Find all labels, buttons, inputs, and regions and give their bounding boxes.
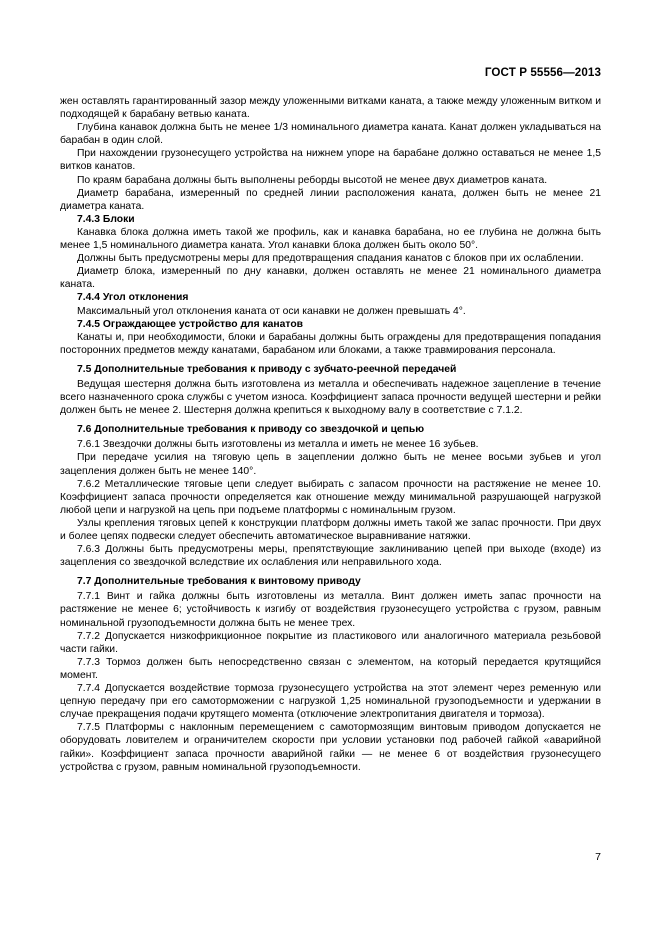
paragraph: Должны быть предусмотрены меры для предотвращения спадания канатов с блоков при их ослаблении.: [77, 253, 584, 265]
paragraph: 7.6.2 Металлические тяговые цепи следует выбирать с запасом прочности на растяжение не менее 10. Коэффициент запаса прочности определяется как отношение между минимальной разрушающей нагрузкой любой цепи и нагрузкой на цепь при подъеме платформы с номинальным грузом.: [60, 478, 601, 516]
paragraph: Диаметр барабана, измеренный по средней линии расположения каната, должен быть не менее 21 диаметра каната.: [60, 187, 601, 212]
section-heading: 7.5 Дополнительные требования к приводу с зубчато-реечной передачей: [77, 363, 457, 375]
paragraph: Канаты и, при необходимости, блоки и барабаны должны быть ограждены для предотвращения попадания посторонних предметов между канатами, барабаном или блоками, а также травмирования персонала.: [60, 331, 601, 356]
subsection-heading: 7.4.4 Угол отклонения: [77, 292, 189, 304]
paragraph: Диаметр блока, измеренный по дну канавки, должен оставлять не менее 21 номинального диаметра каната.: [60, 266, 601, 291]
paragraph: 7.7.4 Допускается воздействие тормоза грузонесущего устройства на этот элемент через ременную или цепную передачу при его самоторможении с нагрузкой 1,25 номинальной грузоподъемности и удержании в случае прекращения подачи крутящего момента (отключение электропитания двигателя и тормоза).: [60, 683, 601, 721]
subsection-heading: 7.4.3 Блоки: [77, 213, 135, 225]
subsection-heading: 7.4.5 Ограждающее устройство для канатов: [77, 318, 304, 330]
paragraph: 7.6.1 Звездочки должны быть изготовлены из металла и иметь не менее 16 зубьев.: [77, 439, 479, 451]
document-body: [60, 95, 601, 774]
paragraph: Узлы крепления тяговых цепей к конструкции платформ должны иметь такой же запас прочности. При двух и более цепях подвески следует обеспечить автоматическое выравнивание натяжки.: [60, 517, 601, 542]
section-heading: 7.6 Дополнительные требования к приводу со звездочкой и цепью: [77, 424, 425, 436]
paragraph: 7.7.2 Допускается низкофрикционное покрытие из пластикового или аналогичного материала резьбовой части гайки.: [60, 630, 601, 655]
paragraph: Глубина канавок должна быть не менее 1/3 номинального диаметра каната. Канат должен укладываться на барабан в один слой.: [60, 122, 601, 147]
paragraph: жен оставлять гарантированный зазор между уложенными витками каната, а также между уложенным витком и подходящей к барабану ветвью каната.: [60, 96, 601, 121]
paragraph: 7.7.5 Платформы с наклонным перемещением с самотормозящим винтовым приводом допускается не оборудовать ловителем и ограничителем скорости при условии установки под рабочей гайкой «аварийной гайки». Коэффициент запаса прочности аварийной гайки — не менее 6 от воздействия грузонесущего устройства с грузом, равным номинальной грузоподъемности.: [60, 722, 601, 773]
section-heading: 7.7 Дополнительные требования к винтовому приводу: [77, 576, 361, 588]
paragraph: 7.6.3 Должны быть предусмотрены меры, препятствующие заклиниванию цепей при выходе (входе) из зацепления со звездочкой вследствие их ослабления или неправильного хода.: [60, 544, 601, 569]
document-header: ГОСТ Р 55556—2013: [484, 66, 601, 79]
page-number: 7: [595, 851, 601, 863]
paragraph: При передаче усилия на тяговую цепь в зацеплении должно быть не менее восьми зубьев и угол зацепления должен быть не менее 140°.: [60, 452, 601, 477]
paragraph: 7.7.3 Тормоз должен быть непосредственно связан с элементом, на который передается крутящийся момент.: [60, 656, 601, 681]
paragraph: Канавка блока должна иметь такой же профиль, как и канавка барабана, но ее глубина не должна быть менее 1,5 номинального диаметра каната. Угол канавки блока должен быть около 50°.: [60, 226, 601, 252]
paragraph: Ведущая шестерня должна быть изготовлена из металла и обеспечивать надежное зацепление в течение всего назначенного срока службы с учетом износа. Коэффициент запаса прочности ведущей шестерни и рейки должен быть не менее 2. Шестерня должна крепиться к выходному валу в соответствие с 7.1.2.: [60, 378, 601, 417]
paragraph: 7.7.1 Винт и гайка должны быть изготовлены из металла. Винт должен иметь запас прочности на растяжение не менее 6; устойчивость к изгибу от воздействия грузонесущего устройства с грузом, равным номинальной грузоподъемности должна быть не менее трех.: [60, 591, 601, 629]
paragraph: Максимальный угол отклонения каната от оси канавки не должен превышать 4°.: [77, 305, 466, 317]
paragraph: При нахождении грузонесущего устройства на нижнем упоре на барабане должно оставаться не менее 1,5 витков канатов.: [60, 148, 601, 173]
paragraph: По краям барабана должны быть выполнены реборды высотой не менее двух диаметров каната.: [77, 174, 548, 186]
